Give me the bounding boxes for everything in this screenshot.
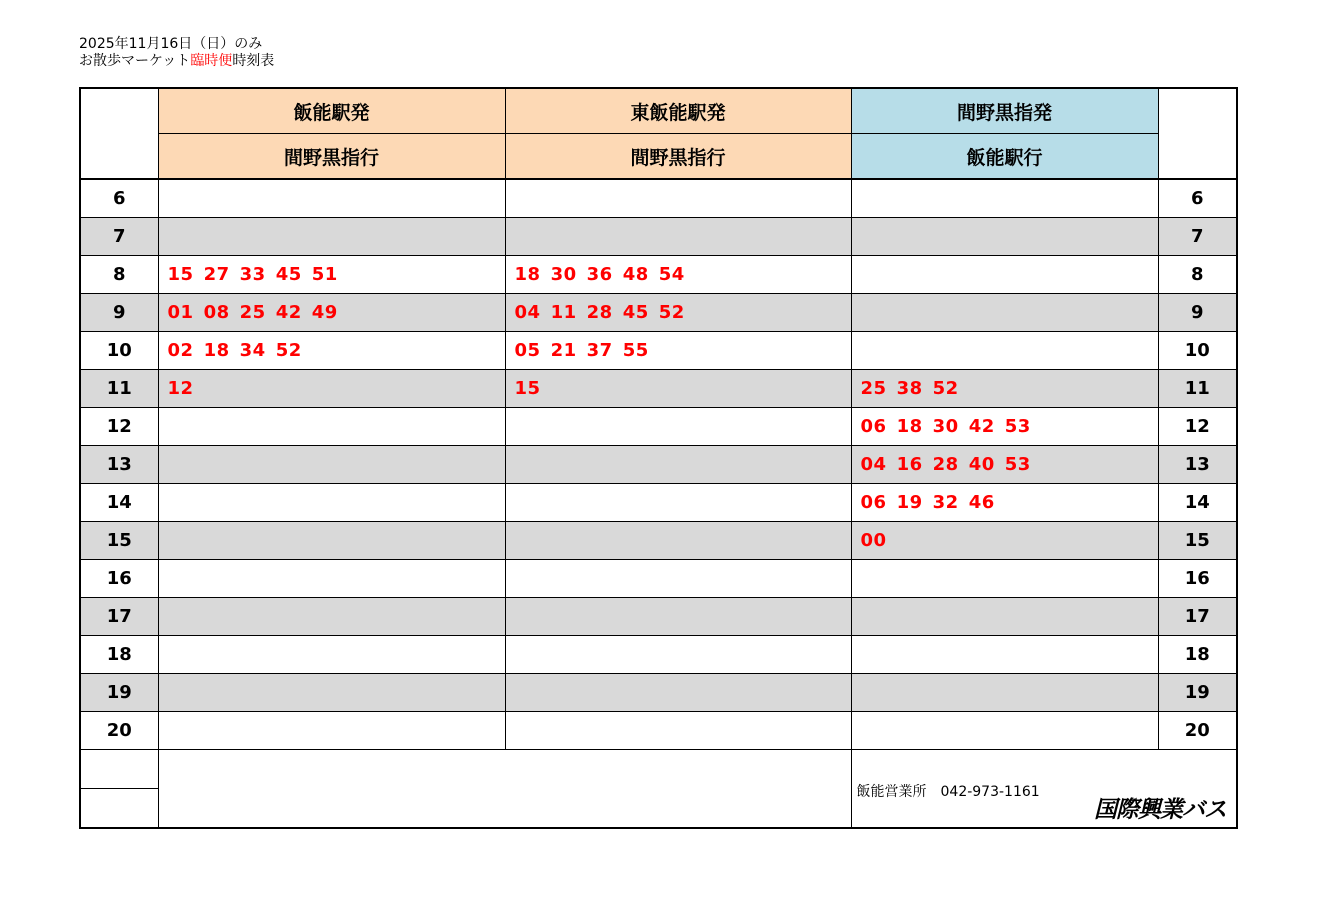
table-row bbox=[80, 446, 1237, 484]
times-cell-col2 bbox=[505, 712, 851, 750]
hour-left: 10 bbox=[80, 332, 158, 370]
departure-minute: 28 bbox=[586, 302, 613, 323]
times-cell-col3 bbox=[851, 522, 1158, 560]
company-logo: 国際興業バス bbox=[1094, 796, 1226, 823]
hour-left: 14 bbox=[80, 484, 158, 522]
times-cell-col1 bbox=[158, 560, 505, 598]
departure-minute: 18 bbox=[896, 416, 923, 437]
departure-minute: 05 bbox=[514, 340, 541, 361]
times-cell-col2 bbox=[505, 218, 851, 256]
title-suffix: 時刻表 bbox=[232, 53, 275, 69]
times-cell-col2 bbox=[505, 332, 851, 370]
departure-minute: 15 bbox=[167, 264, 194, 285]
departure-minute: 46 bbox=[968, 492, 995, 513]
times-cell-col1 bbox=[158, 636, 505, 674]
departure-minute: 18 bbox=[203, 340, 230, 361]
times-cell-col3 bbox=[851, 370, 1158, 408]
footer-blank bbox=[158, 750, 851, 828]
departure-minute: 16 bbox=[896, 454, 923, 475]
hour-left: 7 bbox=[80, 218, 158, 256]
departure-minute: 52 bbox=[275, 340, 302, 361]
table-row bbox=[80, 218, 1237, 256]
col2-from: 東飯能駅発 bbox=[505, 88, 851, 134]
times-cell-col2 bbox=[505, 560, 851, 598]
hour-left: 11 bbox=[80, 370, 158, 408]
table-row bbox=[80, 294, 1237, 332]
departure-minute: 27 bbox=[203, 264, 230, 285]
col1-from: 飯能駅発 bbox=[158, 88, 505, 134]
title-date: 2025年11月16日（日）のみ bbox=[79, 36, 263, 52]
times-cell-col2 bbox=[505, 674, 851, 712]
departure-minute: 42 bbox=[968, 416, 995, 437]
table-row bbox=[80, 370, 1237, 408]
times-cell-col2 bbox=[505, 522, 851, 560]
times-cell-col1 bbox=[158, 522, 505, 560]
times-cell-col3 bbox=[851, 636, 1158, 674]
departure-minute: 33 bbox=[239, 264, 266, 285]
hour-right: 13 bbox=[1158, 446, 1237, 484]
hour-left: 9 bbox=[80, 294, 158, 332]
hour-left: 16 bbox=[80, 560, 158, 598]
hour-left: 12 bbox=[80, 408, 158, 446]
hour-right: 14 bbox=[1158, 484, 1237, 522]
footer-left-top bbox=[80, 750, 158, 789]
hour-left: 17 bbox=[80, 598, 158, 636]
times-cell-col1 bbox=[158, 294, 505, 332]
hour-right: 16 bbox=[1158, 560, 1237, 598]
departure-minute: 37 bbox=[586, 340, 613, 361]
times-cell-col2 bbox=[505, 446, 851, 484]
departure-minute: 53 bbox=[1004, 454, 1031, 475]
departure-minute: 04 bbox=[514, 302, 541, 323]
departure-minute: 02 bbox=[167, 340, 194, 361]
title-special: 臨時便 bbox=[190, 53, 233, 69]
departure-minute: 04 bbox=[860, 454, 887, 475]
hour-right: 6 bbox=[1158, 179, 1237, 218]
table-row bbox=[80, 598, 1237, 636]
timetable-body bbox=[80, 179, 1237, 750]
times-cell-col3 bbox=[851, 256, 1158, 294]
table-row bbox=[80, 636, 1237, 674]
hour-left: 6 bbox=[80, 179, 158, 218]
times-cell-col3 bbox=[851, 294, 1158, 332]
times-cell-col3 bbox=[851, 408, 1158, 446]
hour-left: 18 bbox=[80, 636, 158, 674]
corner-right bbox=[1158, 88, 1237, 179]
departure-minute: 32 bbox=[932, 492, 959, 513]
departure-minute: 45 bbox=[622, 302, 649, 323]
times-cell-col1 bbox=[158, 370, 505, 408]
hour-left: 15 bbox=[80, 522, 158, 560]
times-cell-col1 bbox=[158, 332, 505, 370]
times-cell-col3 bbox=[851, 598, 1158, 636]
table-row bbox=[80, 332, 1237, 370]
departure-minute: 30 bbox=[932, 416, 959, 437]
departure-minute: 11 bbox=[550, 302, 577, 323]
departure-minute: 08 bbox=[203, 302, 230, 323]
hour-right: 8 bbox=[1158, 256, 1237, 294]
times-cell-col1 bbox=[158, 218, 505, 256]
hour-left: 19 bbox=[80, 674, 158, 712]
footer-left-bottom bbox=[80, 789, 158, 828]
times-cell-col3 bbox=[851, 674, 1158, 712]
title-prefix: お散歩マーケット bbox=[79, 53, 191, 69]
times-cell-col2 bbox=[505, 256, 851, 294]
hour-left: 13 bbox=[80, 446, 158, 484]
hour-right: 15 bbox=[1158, 522, 1237, 560]
departure-minute: 30 bbox=[550, 264, 577, 285]
times-cell-col1 bbox=[158, 446, 505, 484]
departure-minute: 38 bbox=[896, 378, 923, 399]
table-row bbox=[80, 256, 1237, 294]
col2-to: 間野黒指行 bbox=[505, 134, 851, 180]
table-row bbox=[80, 522, 1237, 560]
times-cell-col1 bbox=[158, 674, 505, 712]
departure-minute: 00 bbox=[860, 530, 887, 551]
hour-right: 7 bbox=[1158, 218, 1237, 256]
times-cell-col3 bbox=[851, 484, 1158, 522]
times-cell-col2 bbox=[505, 370, 851, 408]
corner-left bbox=[80, 88, 158, 179]
departure-minute: 06 bbox=[860, 492, 887, 513]
departure-minute: 25 bbox=[239, 302, 266, 323]
times-cell-col1 bbox=[158, 179, 505, 218]
hour-right: 17 bbox=[1158, 598, 1237, 636]
departure-minute: 12 bbox=[167, 378, 194, 399]
times-cell-col2 bbox=[505, 408, 851, 446]
departure-minute: 52 bbox=[932, 378, 959, 399]
times-cell-col3 bbox=[851, 332, 1158, 370]
title-block bbox=[79, 36, 274, 70]
table-row bbox=[80, 674, 1237, 712]
col3-from: 間野黒指発 bbox=[851, 88, 1158, 134]
hour-right: 11 bbox=[1158, 370, 1237, 408]
times-cell-col3 bbox=[851, 712, 1158, 750]
col1-to: 間野黒指行 bbox=[158, 134, 505, 180]
hour-right: 10 bbox=[1158, 332, 1237, 370]
table-row bbox=[80, 712, 1237, 750]
times-cell-col1 bbox=[158, 408, 505, 446]
hour-right: 12 bbox=[1158, 408, 1237, 446]
departure-minute: 36 bbox=[586, 264, 613, 285]
departure-minute: 49 bbox=[311, 302, 338, 323]
departure-minute: 34 bbox=[239, 340, 266, 361]
table-row bbox=[80, 408, 1237, 446]
departure-minute: 18 bbox=[514, 264, 541, 285]
times-cell-col1 bbox=[158, 484, 505, 522]
title-name bbox=[79, 53, 274, 70]
times-cell-col3 bbox=[851, 446, 1158, 484]
departure-minute: 54 bbox=[658, 264, 685, 285]
departure-minute: 48 bbox=[622, 264, 649, 285]
departure-minute: 45 bbox=[275, 264, 302, 285]
departure-minute: 21 bbox=[550, 340, 577, 361]
departure-minute: 06 bbox=[860, 416, 887, 437]
table-row bbox=[80, 484, 1237, 522]
departure-minute: 42 bbox=[275, 302, 302, 323]
hour-right: 18 bbox=[1158, 636, 1237, 674]
times-cell-col2 bbox=[505, 636, 851, 674]
hour-right: 9 bbox=[1158, 294, 1237, 332]
times-cell-col2 bbox=[505, 484, 851, 522]
footer-info bbox=[851, 750, 1237, 828]
departure-minute: 40 bbox=[968, 454, 995, 475]
departure-minute: 28 bbox=[932, 454, 959, 475]
times-cell-col3 bbox=[851, 179, 1158, 218]
departure-minute: 19 bbox=[896, 492, 923, 513]
times-cell-col1 bbox=[158, 712, 505, 750]
departure-minute: 55 bbox=[622, 340, 649, 361]
times-cell-col3 bbox=[851, 560, 1158, 598]
timetable bbox=[79, 87, 1238, 829]
hour-right: 19 bbox=[1158, 674, 1237, 712]
table-row bbox=[80, 179, 1237, 218]
hour-left: 8 bbox=[80, 256, 158, 294]
departure-minute: 01 bbox=[167, 302, 194, 323]
departure-minute: 15 bbox=[514, 378, 541, 399]
departure-minute: 25 bbox=[860, 378, 887, 399]
departure-minute: 51 bbox=[311, 264, 338, 285]
times-cell-col1 bbox=[158, 598, 505, 636]
times-cell-col1 bbox=[158, 256, 505, 294]
table-row bbox=[80, 560, 1237, 598]
departure-minute: 52 bbox=[658, 302, 685, 323]
departure-minute: 53 bbox=[1004, 416, 1031, 437]
times-cell-col2 bbox=[505, 598, 851, 636]
hour-right: 20 bbox=[1158, 712, 1237, 750]
times-cell-col3 bbox=[851, 218, 1158, 256]
hour-left: 20 bbox=[80, 712, 158, 750]
times-cell-col2 bbox=[505, 179, 851, 218]
times-cell-col2 bbox=[505, 294, 851, 332]
office-contact: 飯能営業所 042-973-1161 bbox=[856, 784, 1040, 800]
col3-to: 飯能駅行 bbox=[851, 134, 1158, 180]
